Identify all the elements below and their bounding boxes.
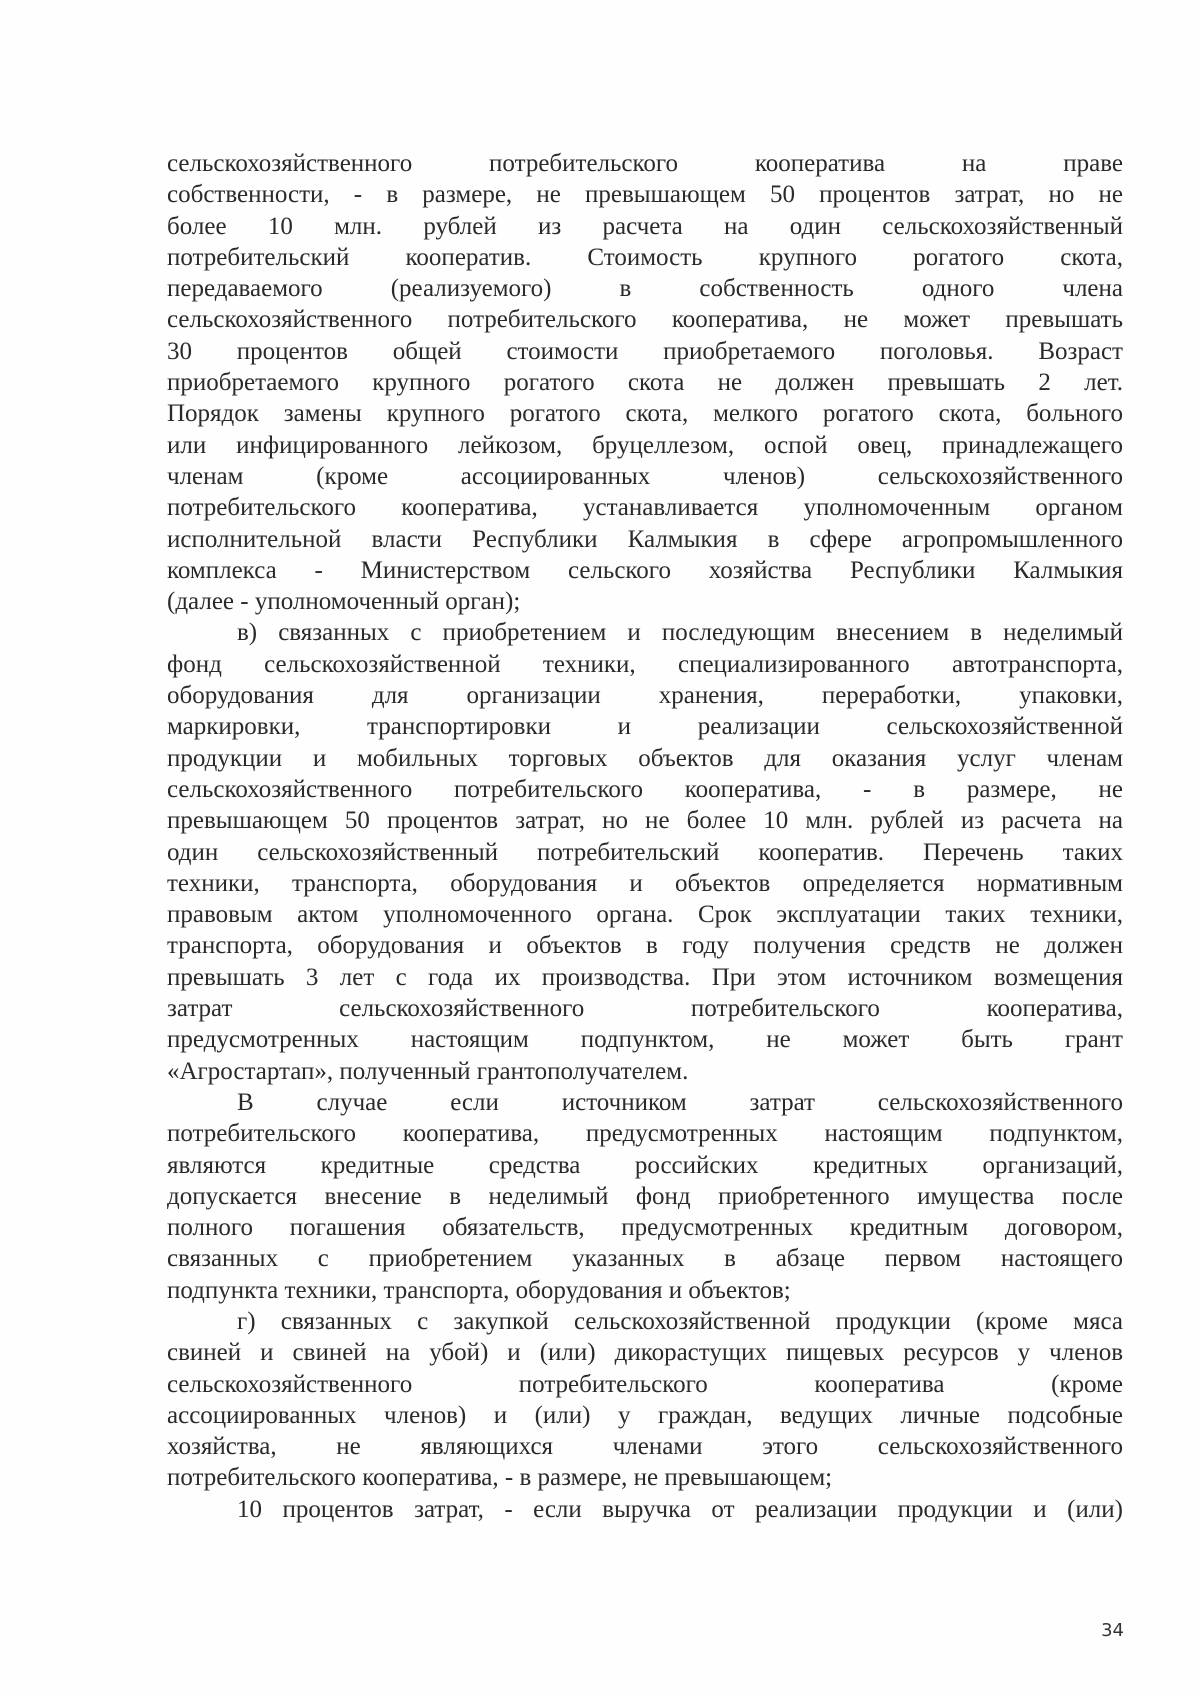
text-line: связанных с приобретением указанных в абзаце первом настоящего: [167, 1245, 1123, 1273]
text-line: в) связанных с приобретением и последующим внесением в неделимый: [237, 619, 1123, 647]
text-line: транспорта, оборудования и объектов в году получения средств не должен: [167, 932, 1123, 960]
text-line: В случае если источником затрат сельскохозяйственного: [237, 1088, 1123, 1116]
text-line: являются кредитные средства российских кредитных организаций,: [167, 1151, 1123, 1179]
text-line: «Агростартап», полученный грантополучателем.: [167, 1057, 689, 1085]
text-line: Порядок замены крупного рогатого скота, мелкого рогатого скота, больного: [167, 400, 1123, 428]
document-body: [167, 148, 1123, 1525]
text-line: 30 процентов общей стоимости приобретаемого поголовья. Возраст: [167, 337, 1123, 365]
text-line: ассоциированных членов) и (или) у граждан, ведущих личные подсобные: [167, 1401, 1123, 1429]
text-line: превышающем 50 процентов затрат, но не более 10 млн. рублей из расчета на: [167, 807, 1123, 835]
text-line: затрат сельскохозяйственного потребительского кооператива,: [167, 995, 1123, 1023]
text-line: сельскохозяйственного потребительского кооператива, не может превышать: [167, 306, 1123, 334]
text-line: приобретаемого крупного рогатого скота не должен превышать 2 лет.: [167, 369, 1123, 397]
text-line: превышать 3 лет с года их производства. При этом источником возмещения: [167, 963, 1123, 991]
text-line: один сельскохозяйственный потребительский кооператив. Перечень таких: [167, 838, 1123, 866]
text-line: правовым актом уполномоченного органа. Срок эксплуатации таких техники,: [167, 901, 1123, 929]
text-line: фонд сельскохозяйственной техники, специализированного автотранспорта,: [167, 650, 1123, 678]
text-line: более 10 млн. рублей из расчета на один сельскохозяйственный: [167, 212, 1123, 240]
text-line: техники, транспорта, оборудования и объектов определяется нормативным: [167, 869, 1123, 897]
text-line: продукции и мобильных торговых объектов для оказания услуг членам: [167, 744, 1123, 772]
text-line: хозяйства, не являющихся членами этого сельскохозяйственного: [167, 1433, 1123, 1461]
text-line: подпункта техники, транспорта, оборудования и объектов;: [167, 1276, 791, 1304]
text-line: маркировки, транспортировки и реализации сельскохозяйственной: [167, 713, 1123, 741]
text-line: сельскохозяйственного потребительского кооператива, - в размере, не: [167, 775, 1123, 803]
text-line: членам (кроме ассоциированных членов) сельскохозяйственного: [167, 462, 1123, 490]
text-line: полного погашения обязательств, предусмотренных кредитным договором,: [167, 1214, 1123, 1242]
text-line: передаваемого (реализуемого) в собственность одного члена: [167, 275, 1123, 303]
text-line: оборудования для организации хранения, переработки, упаковки,: [167, 682, 1123, 710]
text-line: потребительского кооператива, предусмотренных настоящим подпунктом,: [167, 1120, 1123, 1148]
text-line: сельскохозяйственного потребительского кооператива (кроме: [167, 1370, 1123, 1398]
text-line: г) связанных с закупкой сельскохозяйственной продукции (кроме мяса: [237, 1307, 1123, 1335]
text-line: исполнительной власти Республики Калмыкия в сфере агропромышленного: [167, 525, 1123, 553]
text-line: сельскохозяйственного потребительского кооператива на праве: [167, 150, 1123, 177]
text-line: допускается внесение в неделимый фонд приобретенного имущества после: [167, 1182, 1123, 1210]
text-line: (далее - уполномоченный орган);: [167, 588, 521, 616]
text-line: комплекса - Министерством сельского хозяйства Республики Калмыкия: [167, 556, 1123, 584]
text-line: потребительского кооператива, устанавливается уполномоченным органом: [167, 494, 1123, 522]
text-line: 10 процентов затрат, - если выручка от реализации продукции и (или): [237, 1495, 1123, 1523]
text-line: предусмотренных настоящим подпунктом, не может быть грант: [167, 1026, 1123, 1054]
text-line: свиней и свиней на убой) и (или) дикорастущих пищевых ресурсов у членов: [167, 1339, 1123, 1367]
text-line: или инфицированного лейкозом, бруцеллезом, оспой овец, принадлежащего: [167, 431, 1123, 459]
text-line: потребительского кооператива, - в размере, не превышающем;: [167, 1464, 833, 1492]
text-line: потребительский кооператив. Стоимость крупного рогатого скота,: [167, 243, 1123, 271]
text-line: собственности, - в размере, не превышающем 50 процентов затрат, но не: [167, 181, 1123, 209]
page-number: 34: [1101, 1620, 1124, 1641]
